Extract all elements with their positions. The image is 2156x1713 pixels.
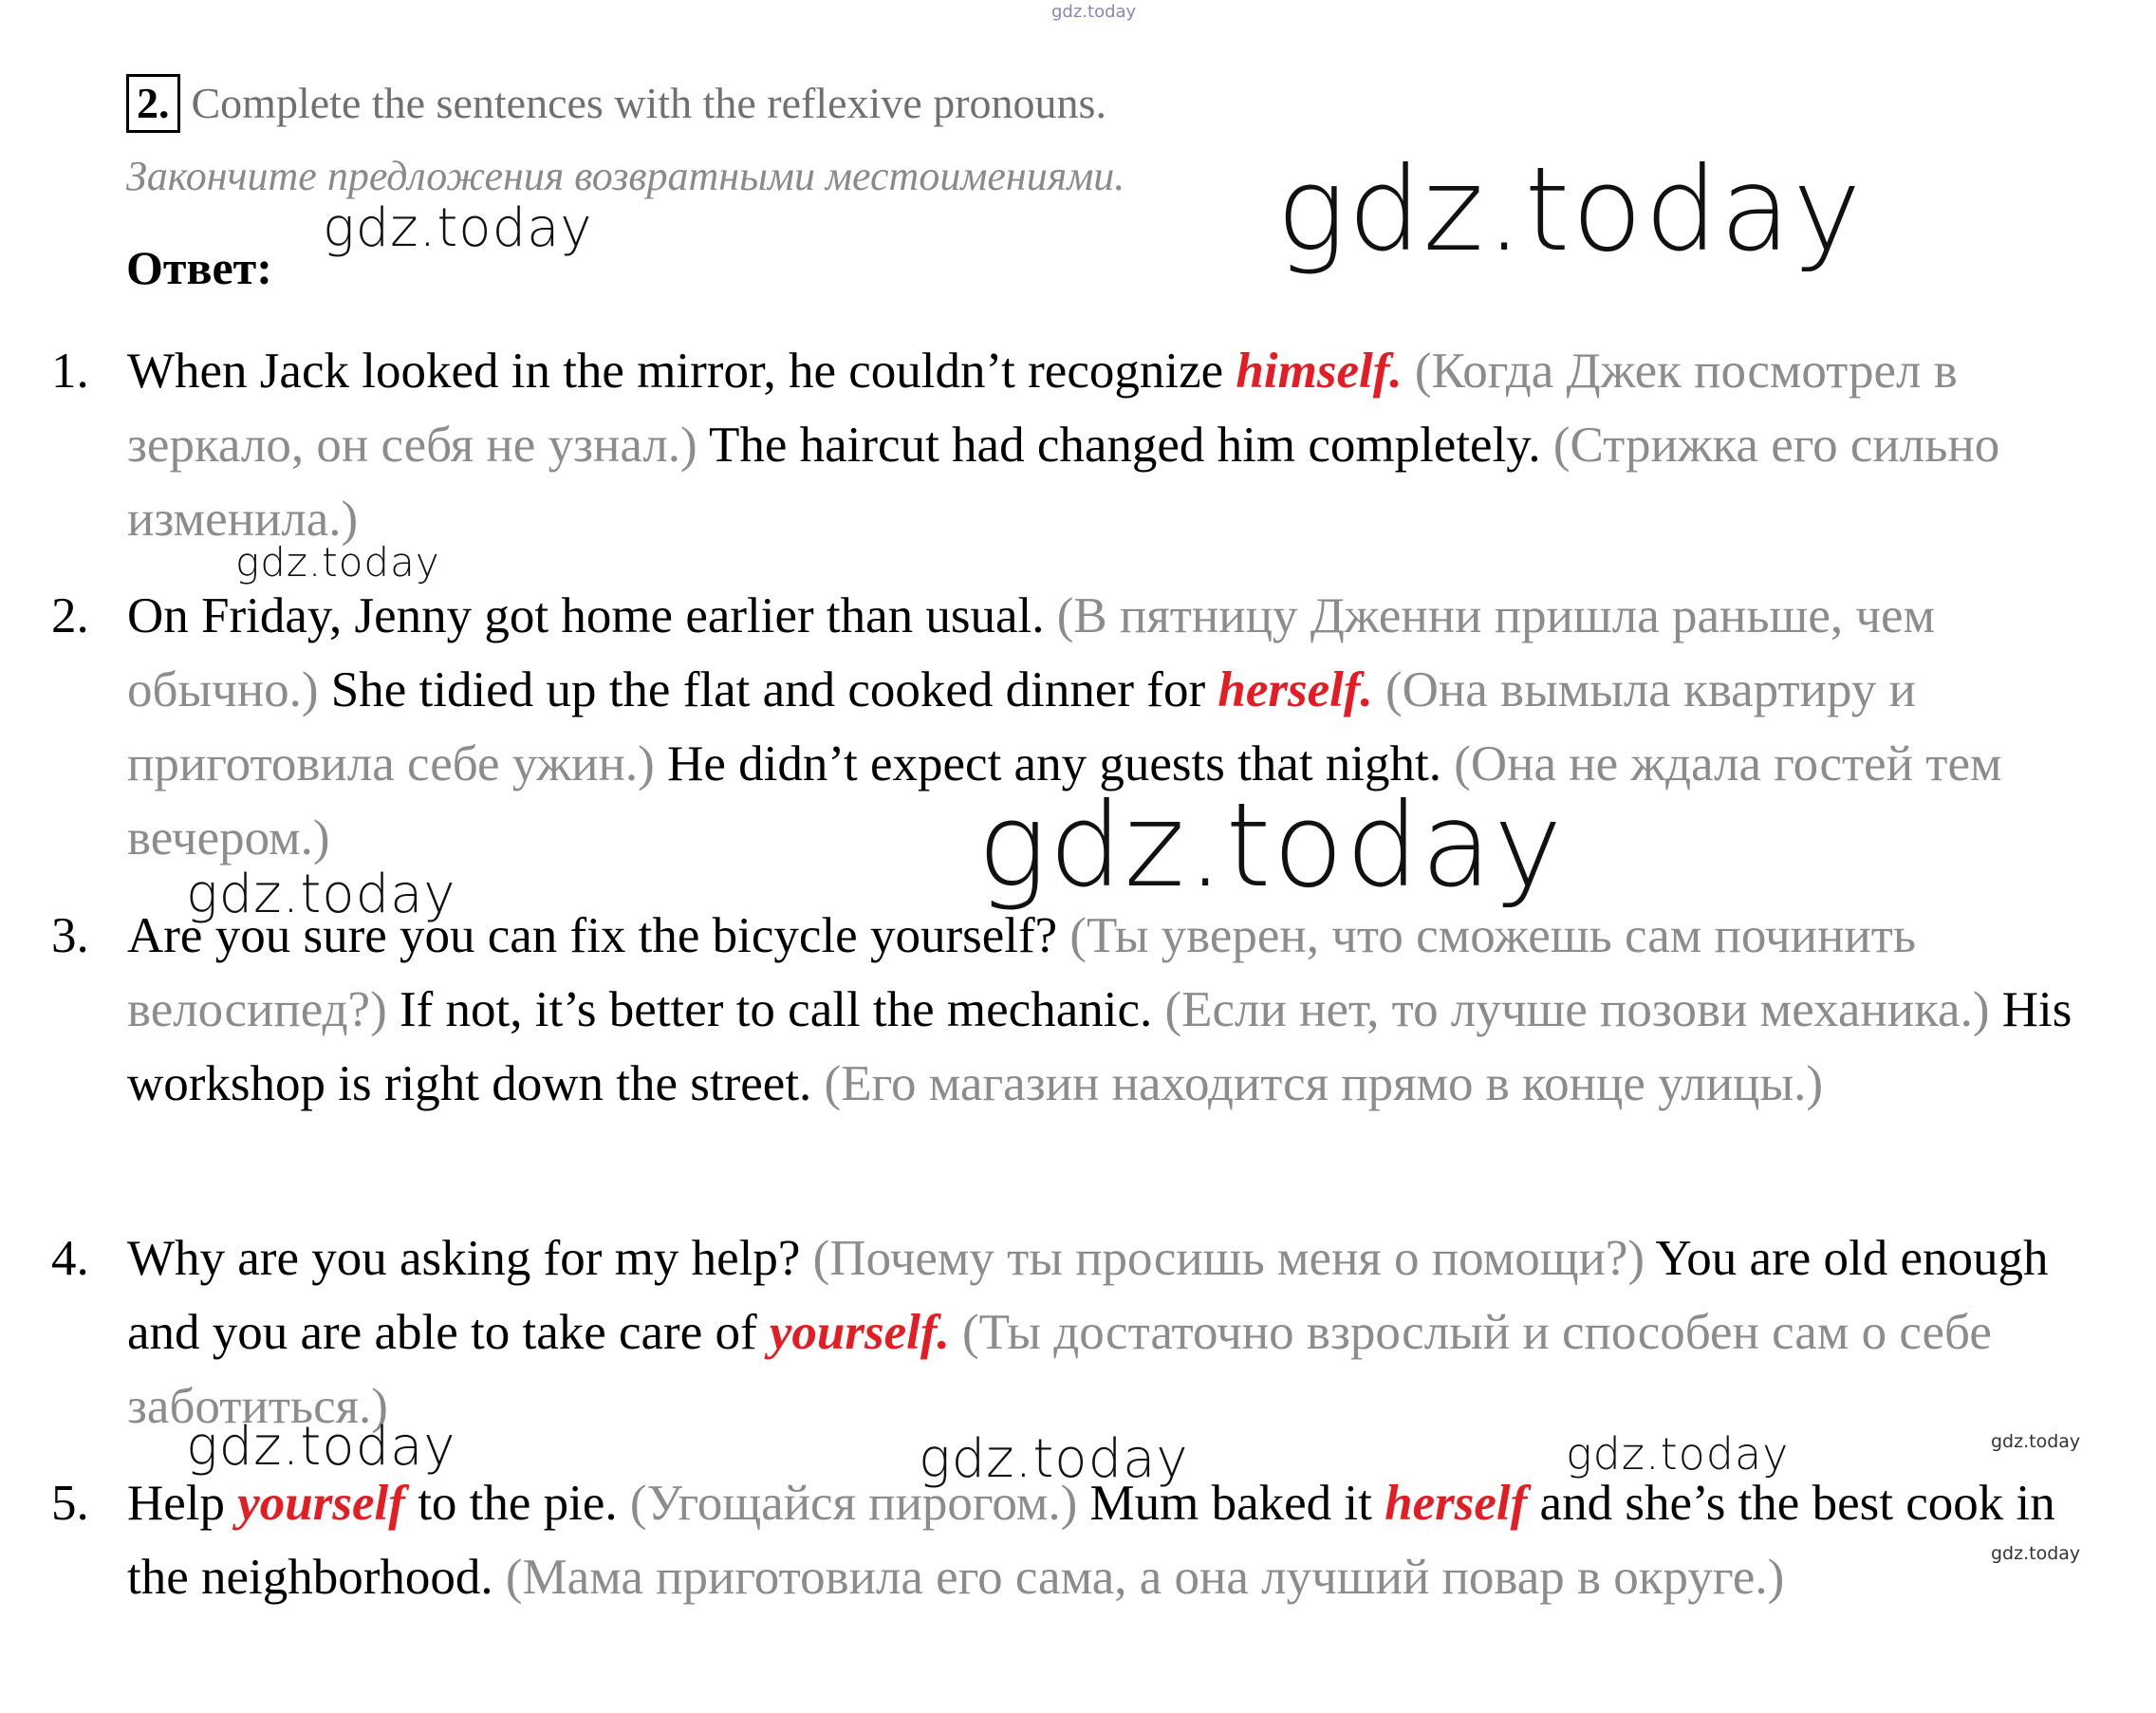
item-text bbox=[127, 1221, 2120, 1443]
translation-ru: (Она не ждала гостей тем вечером.) bbox=[127, 736, 2002, 866]
watermark: gdz.today bbox=[323, 197, 593, 259]
watermark: gdz.today bbox=[186, 1416, 456, 1478]
answer-pronoun: himself. bbox=[1236, 344, 1403, 399]
translation-ru: (Угощайся пирогом.) bbox=[617, 1476, 1078, 1531]
task-subtitle: Закончите предложения возвратными местоимениями. bbox=[126, 153, 1125, 199]
sentence-en: When Jack looked in the mirror, he couldn’t recognize bbox=[127, 344, 1236, 399]
sentence-en: He didn’t expect any guests that night. bbox=[654, 736, 1441, 791]
watermark: gdz.today bbox=[235, 539, 440, 586]
translation-ru: (Если нет, то лучше позови механика.) bbox=[1152, 982, 1990, 1037]
sentence-en: and she’s the best cook in the neighborhood. bbox=[127, 1476, 2055, 1605]
watermark: gdz.today bbox=[1991, 1431, 2081, 1452]
sentence-en: If not, it’s better to call the mechanic. bbox=[386, 982, 1153, 1037]
sentence-en: Help bbox=[127, 1476, 238, 1531]
watermark: gdz.today bbox=[1566, 1428, 1790, 1480]
watermark: gdz.today bbox=[1051, 2, 1137, 22]
translation-ru: (В пятницу Дженни пришла раньше, чем обычно.) bbox=[127, 588, 1936, 717]
translation-ru: (Она вымыла квартиру и приготовила себе ужин.) bbox=[127, 662, 1916, 791]
sentence-en: Mum baked it bbox=[1077, 1476, 1385, 1531]
translation-ru: (Когда Джек посмотрел в зеркало, он себя не узнал.) bbox=[127, 344, 1958, 473]
sentence-en: The haircut had changed him completely. bbox=[697, 418, 1541, 473]
item-number: 5. bbox=[51, 1476, 89, 1531]
item-text bbox=[127, 334, 2120, 556]
sentence-en: Are you sure you can fix the bicycle yourself? bbox=[127, 908, 1058, 963]
answer-pronoun: herself bbox=[1385, 1476, 1528, 1531]
translation-ru: (Мама приготовила его сама, а она лучший повар в округе.) bbox=[493, 1550, 1785, 1605]
watermark: gdz.today bbox=[1276, 142, 1864, 277]
answer-label: Ответ: bbox=[126, 241, 272, 294]
watermark: gdz.today bbox=[919, 1428, 1189, 1490]
item-number: 2. bbox=[51, 588, 89, 643]
sentence-en: His workshop is right down the street. bbox=[127, 982, 2072, 1111]
answer-pronoun: yourself bbox=[237, 1476, 405, 1531]
translation-ru: (Почему ты просишь меня о помощи?) bbox=[800, 1231, 1645, 1286]
item-number: 1. bbox=[51, 344, 89, 399]
list-item bbox=[51, 899, 2120, 1121]
sentence-en: You are old enough and you are able to take care of bbox=[127, 1231, 2049, 1360]
task-header bbox=[126, 74, 1106, 133]
task-number: 2. bbox=[126, 74, 180, 133]
answer-pronoun: herself. bbox=[1217, 662, 1373, 717]
translation-ru: (Его магазин находится прямо в конце улицы.) bbox=[811, 1056, 1823, 1111]
item-number: 3. bbox=[51, 908, 89, 963]
sentence-en: Why are you asking for my help? bbox=[127, 1231, 801, 1286]
list-item bbox=[51, 1221, 2120, 1443]
answer-pronoun: yourself. bbox=[769, 1305, 950, 1360]
translation-ru: (Ты достаточно взрослый и способен сам о себе заботиться.) bbox=[127, 1305, 1992, 1434]
sentence-en: She tidied up the flat and cooked dinner for bbox=[318, 662, 1218, 717]
sentence-en: to the pie. bbox=[404, 1476, 618, 1531]
translation-ru: (Ты уверен, что сможешь сам починить велосипед?) bbox=[127, 908, 1917, 1037]
task-title: Complete the sentences with the reflexive pronouns. bbox=[191, 79, 1106, 127]
sentence-en: On Friday, Jenny got home earlier than usual. bbox=[127, 588, 1045, 643]
item-number: 4. bbox=[51, 1231, 89, 1286]
watermark: gdz.today bbox=[977, 778, 1565, 913]
watermark: gdz.today bbox=[186, 864, 456, 925]
watermark: gdz.today bbox=[1991, 1543, 2081, 1564]
item-text bbox=[127, 899, 2120, 1121]
translation-ru: (Стрижка его сильно изменила.) bbox=[127, 418, 2000, 547]
list-item bbox=[51, 334, 2120, 556]
